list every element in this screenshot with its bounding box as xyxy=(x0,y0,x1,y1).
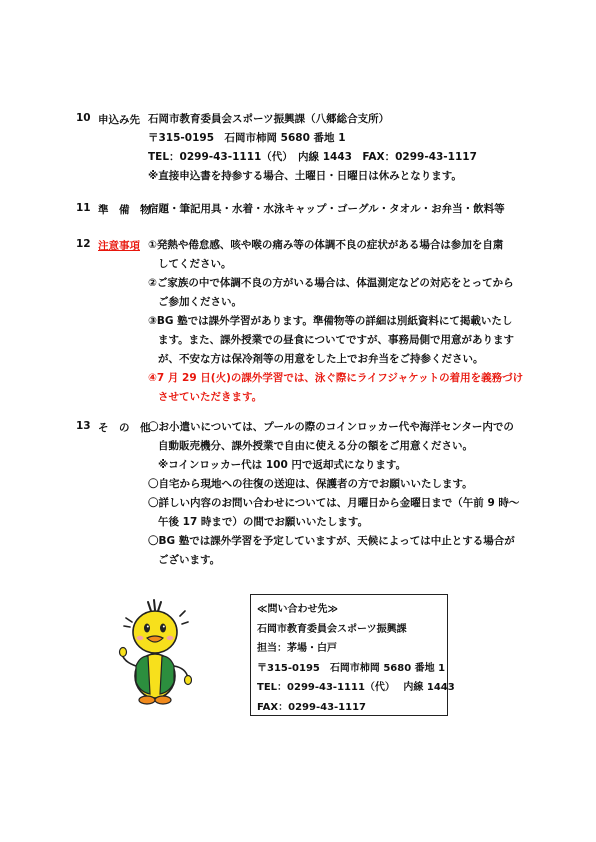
section-heading: 注意事項 xyxy=(98,240,140,252)
text-line: 〇詳しい内容のお問い合わせについては、月曜日から金曜日まで（午前 9 時～ xyxy=(148,497,520,509)
text-line: TEL：0299-43-1111（代） 内線 1443 FAX：0299-43-1117 xyxy=(148,151,477,163)
notice-line: させていただきます。 xyxy=(158,391,263,403)
section-heading: 申込み先 xyxy=(98,114,140,126)
text-line: 〇自宅から現地への往復の送迎は、保護者の方でお願いいたします。 xyxy=(148,478,473,490)
text-line: ①発熱や倦怠感、咳や喉の痛み等の体調不良の症状がある場合は参加を自粛 xyxy=(148,239,504,251)
text-line: 〒315-0195 石岡市柿岡 5680 番地 1 xyxy=(148,132,346,144)
text-line: ※コインロッカー代は 100 円で返却式になります。 xyxy=(158,459,407,471)
text-line: ※直接申込書を持参する場合、土曜日・日曜日は休みとなります。 xyxy=(148,170,462,182)
section-number: 13 xyxy=(76,420,91,432)
text-line: してください。 xyxy=(158,258,232,270)
section-heading: そ の 他 xyxy=(98,422,151,434)
text-line: 〇BG 塾では課外学習を予定していますが、天候によっては中止とする場合が xyxy=(148,535,515,547)
text-line: 自動販売機分、課外授業で自由に使える分の額をご用意ください。 xyxy=(158,440,473,452)
text-line: ③BG 塾では課外学習があります。準備物等の詳細は別紙資料にて掲載いたし xyxy=(148,315,513,327)
text-line: ございます。 xyxy=(158,554,221,566)
contact-title: ≪問い合わせ先≫ xyxy=(257,604,338,615)
contact-org: 石岡市教育委員会スポーツ振興課 xyxy=(257,623,407,635)
text-line: 〇お小遣いについては、プールの際のコインロッカー代や海洋センター内での xyxy=(148,421,514,433)
contact-address: 〒315-0195 石岡市柿岡 5680 番地 1 xyxy=(257,662,446,674)
contact-person: 担当：茅場・白戸 xyxy=(257,643,337,654)
notice-line: ④7 月 29 日(火)の課外学習では、泳ぐ際にライフジャケットの着用を義務づけ xyxy=(148,372,524,384)
text-line: 石岡市教育委員会スポーツ振興課（八郷総合支所） xyxy=(148,113,390,125)
text-line: ②ご家族の中で体調不良の方がいる場合は、体温測定などの対応をとってから xyxy=(148,277,514,289)
contact-tel: TEL：0299-43-1111（代） 内線 1443 xyxy=(257,682,455,693)
chick-mascot-icon xyxy=(118,596,192,714)
text-line: ます。また、課外授業での昼食についてですが、事務局側で用意があります xyxy=(158,334,514,346)
contact-fax: FAX：0299-43-1117 xyxy=(257,701,367,713)
contact-box xyxy=(250,594,455,716)
text-line: 午後 17 時まで）の間でお願いいたします。 xyxy=(158,516,369,528)
text-line: 宿題・筆記用具・水着・水泳キャップ・ゴーグル・タオル・お弁当・飲料等 xyxy=(148,203,505,215)
section-number: 12 xyxy=(76,238,91,250)
section-number: 10 xyxy=(76,112,91,124)
section-heading: 準 備 物 xyxy=(98,204,151,216)
section-number: 11 xyxy=(76,202,91,214)
text-line: が、不安な方は保冷剤等の用意をした上でお弁当をご持参ください。 xyxy=(158,353,484,365)
text-line: ご参加ください。 xyxy=(158,296,242,308)
